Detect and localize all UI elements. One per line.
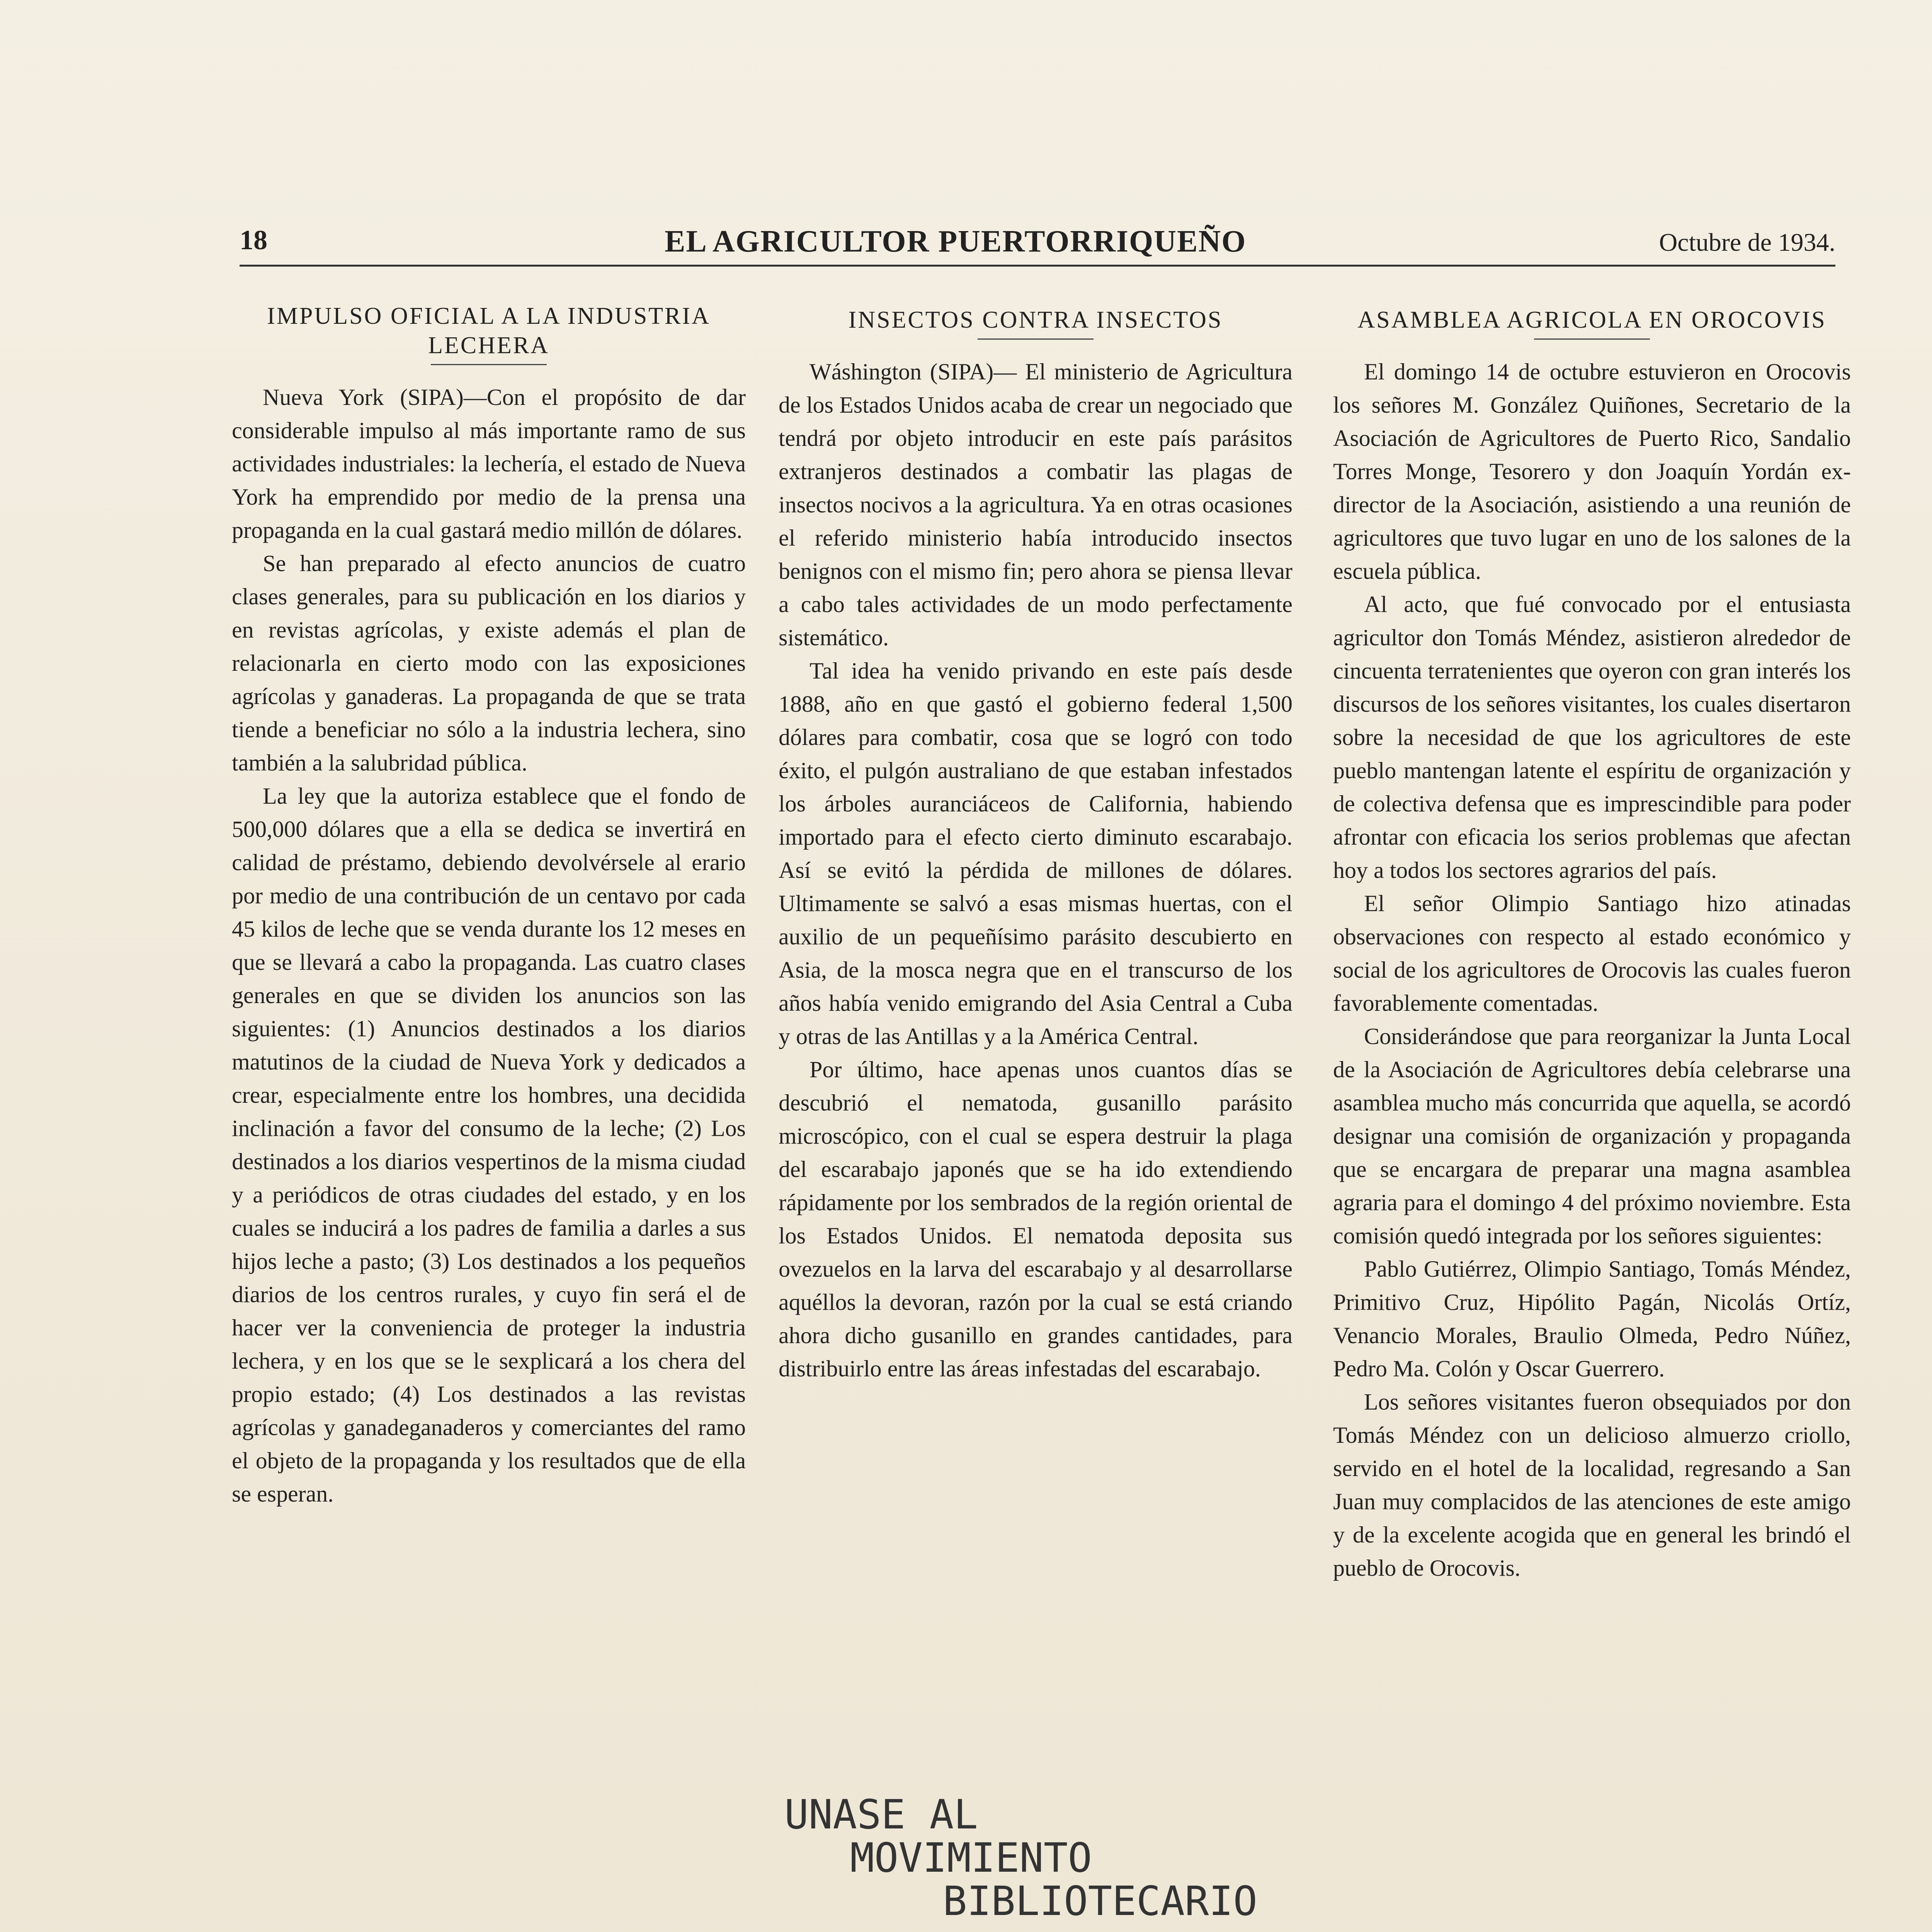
article-paragraph: Nueva York (SIPA)—Con el propósito de dar considerable impulso al más importante ramo de sus actividades industriales: la lechería, el estado de Nueva York ha emprendido por medio de la prensa una propaganda en la cual gastará medio millón de dólares.: [232, 384, 746, 543]
article-paragraph: El domingo 14 de octubre estuvieron en Orocovis los señores M. González Quiñones, Secretario de la Asociación de Agricultores de Puerto Rico, Sandalio Torres Monge, Tesorero y don Joaquín Yordán ex-director de la Asociación, asistiendo a una reunión de agricultores que tuvo lugar en uno de los salones de la escuela pública.: [1333, 359, 1851, 584]
article-paragraph: Tal idea ha venido privando en este país desde 1888, año en que gastó el gobierno federal 1,500 dólares para combatir, cosa que se logró con todo éxito, el pulgón australiano de que estaban infestados los árboles auranciáceos de California, habiendo importado para el efecto cierto diminuto escarabajo. Así se evitó la pérdida de millones de dólares. Ultimamente se salvó a esas mismas huertas, con el auxilio de un pequeñísimo parásito descubierto en Asia, de la mosca negra que en el transcurso de los años había venido emigrando del Asia Central a Cuba y otras de las Antillas y a la América Central.: [779, 658, 1293, 1049]
article-paragraph: Por último, hace apenas unos cuantos días se descubrió el nematoda, gusanillo parásito microscópico, con el cual se espera destruir la plaga del escarabajo japonés que se ha ido extendiendo rápidamente por los sembrados de la región oriental de los Estados Unidos. El nematoda deposita sus ovezuelos en la larva del escarabajo y al desarrollarse aquéllos la devoran, razón por la cual se está criando ahora dicho gusanillo en grandes cantidades, para distribuirlo entre las áreas infestadas del escarabajo.: [779, 1057, 1293, 1381]
header-rule: [240, 265, 1835, 267]
library-slogan: [784, 1793, 1294, 1923]
article-heading: INSECTOS CONTRA INSECTOS: [848, 307, 1223, 333]
heading-rule: [978, 338, 1094, 340]
article-heading: IMPULSO OFICIAL A LA INDUSTRIA LECHERA: [267, 303, 711, 359]
slogan-line: BIBLIOTECARIO: [943, 1878, 1257, 1925]
article-paragraph: La ley que la autoriza establece que el fondo de 500,000 dólares que a ella se dedica se invertirá en calidad de préstamo, debiendo devolvérsele al erario por medio de una contribución de un centavo por cada 45 kilos de leche que se venda durante los 12 meses en que se llevará a cabo la propaganda. Las cuatro clases generales en que se dividen los anuncios son las siguientes: (1) Anuncios destinados a los diarios matutinos de la ciudad de Nueva York y dedicados a crear, especialmente entre los hombres, una decidida inclinación a favor del consumo de la leche; (2) Los destinados a los diarios vespertinos de la misma ciudad y a periódicos de otras ciudades del estado, y en los cuales se inducirá a los padres de familia a darles a sus hijos leche a pasto; (3) Los destinados a los pequeños diarios de los centros rurales, y cuyo fin será el de hacer ver la conveniencia de proteger la industria lechera, y en los que se le sexplicará a los chera del propio estado; (4) Los destinados a las revistas agrícolas y ganadeganaderos y comerciantes del ramo el objeto de la propaganda y los resultados que de ella se esperan.: [232, 783, 746, 1507]
page-header: [240, 224, 1835, 270]
article-paragraph: Pablo Gutiérrez, Olimpio Santiago, Tomás Méndez, Primitivo Cruz, Hipólito Pagán, Nicolás Ortíz, Venancio Morales, Braulio Olmeda, Pedro Núñez, Pedro Ma. Colón y Oscar Guerrero.: [1333, 1256, 1851, 1381]
heading-rule: [431, 364, 547, 365]
publication-title: EL AGRICULTOR PUERTORRIQUEÑO: [665, 224, 1247, 259]
heading-rule: [1534, 338, 1650, 340]
article-paragraph: Los señores visitantes fueron obsequiados por don Tomás Méndez con un delicioso almuerzo criollo, servido en el hotel de la localidad, regresando a San Juan muy complacidos de las atenciones de este amigo y de la excelente acogida que en general les brindó el pueblo de Orocovis.: [1333, 1389, 1851, 1581]
article-dairy-industry: [232, 301, 746, 1510]
article-heading: ASAMBLEA AGRICOLA EN OROCOVIS: [1357, 307, 1827, 333]
article-paragraph: El señor Olimpio Santiago hizo atinadas observaciones con respecto al estado económico y social de los agricultores de Orocovis las cuales fueron favorablemente comentadas.: [1333, 891, 1851, 1016]
article-paragraph: Se han preparado al efecto anuncios de cuatro clases generales, para su publicación en los diarios y en revistas agrícolas, y existe además el plan de relacionarla en cierto modo con las exposiciones agrícolas y ganaderas. La propaganda de que se trata tiende a beneficiar no sólo a la industria lechera, sino también a la salubridad pública.: [232, 551, 746, 776]
article-paragraph: Considerándose que para reorganizar la Junta Local de la Asociación de Agricultores debía celebrarse una asamblea mucho más concurrida que aquella, se acordó designar una comisión de organización y propaganda que se encargara de preparar una magna asamblea agraria para el domingo 4 del próximo noviembre. Esta comisión quedó integrada por los señores siguientes:: [1333, 1024, 1851, 1248]
slogan-line: UNASE AL: [784, 1791, 978, 1838]
article-paragraph: Wáshington (SIPA)— El ministerio de Agricultura de los Estados Unidos acaba de crear un negociado que tendrá por objeto introducir en este país parásitos extranjeros destinados a combatir las plagas de insectos nocivos a la agricultura. Ya en otras ocasiones el referido ministerio había introducido insectos benignos con el mismo fin; pero ahora se piensa llevar a cabo tales actividades de un modo perfectamente sistemático.: [779, 359, 1293, 650]
article-paragraph: Al acto, que fué convocado por el entusiasta agricultor don Tomás Méndez, asistieron alrededor de cincuenta terratenientes que oyeron con gran interés los discursos de los señores visitantes, los cuales disertaron sobre la necesidad de que los agricultores de este pueblo mantengan latente el espíritu de organización y de colectiva defensa que es imprescindible para poder afrontar con eficacia los serios problemas que afectan hoy a todos los sectores agrarios del país.: [1333, 592, 1851, 883]
article-insects: [779, 305, 1293, 1385]
slogan-line: MOVIMIENTO: [850, 1834, 1092, 1881]
page-number: 18: [240, 224, 267, 255]
issue-date: Octubre de 1934.: [1659, 228, 1835, 257]
article-assembly: [1333, 305, 1851, 1585]
